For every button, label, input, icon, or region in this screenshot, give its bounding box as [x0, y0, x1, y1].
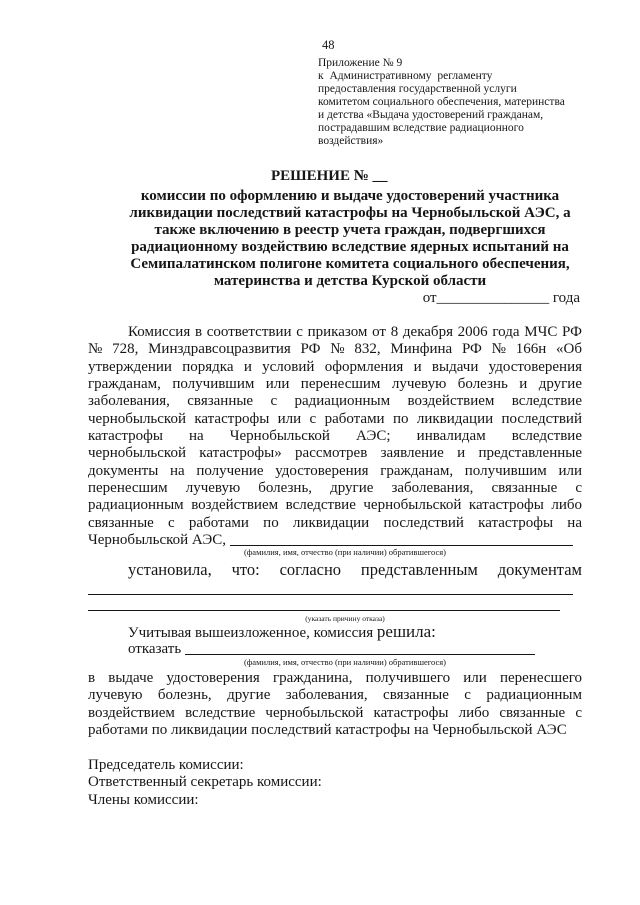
subtitle-line: ликвидации последствий катастрофы на Чернобыльской АЭС, а: [129, 205, 571, 221]
paragraph-1-line: [88, 497, 582, 514]
decision-title: РЕШЕНИЕ № __: [271, 168, 388, 184]
appendix-block: [318, 57, 565, 148]
decision-verb: решила:: [376, 622, 436, 641]
finding-line: [128, 560, 582, 579]
paragraph-1-line: [88, 480, 582, 497]
paragraph-1-line: [88, 515, 582, 532]
paragraph-1-line-text: гражданам, получившим или перенесшим лучевую болезнь и другие: [88, 376, 582, 393]
paragraph-1-line-text: заболевания, связанные с радиационным воздействием вследствие: [88, 393, 582, 410]
page-number: 48: [322, 38, 335, 52]
paragraph-1-line-text: радиационным воздействием вследствие чернобыльской катастрофы либо: [88, 497, 582, 514]
paragraph-2-line: [88, 705, 582, 722]
paragraph-1-line: [88, 393, 582, 410]
reason-caption: (указать причину отказа): [305, 614, 385, 623]
reason-blank-line: [88, 594, 573, 595]
paragraph-1-line-text: связанные с работами по ликвидации последствий катастрофы на: [88, 514, 582, 531]
subtitle-line: комиссии по оформлению и выдаче удостоверений участника: [140, 188, 560, 204]
applicant-name-blank: [230, 545, 573, 546]
paragraph-2-line-text: в выдаче удостоверения гражданина, получившего или перенесшего: [88, 670, 582, 686]
signature-secretary: Ответственный секретарь комиссии:: [88, 774, 322, 791]
paragraph-2-line-text: воздействием вследствие чернобыльской катастрофы либо связанные с: [88, 704, 582, 721]
paragraph-1-line: [88, 359, 582, 376]
refusal-line: [128, 640, 535, 658]
paragraph-1-line-text: чернобыльской катастрофы» рассмотрев заявление и представленные: [88, 445, 582, 462]
appendix-line: Приложение № 9: [318, 57, 403, 69]
paragraph-1-line: [88, 411, 582, 428]
paragraph-1-line: [128, 324, 582, 341]
subtitle-line: Семипалатинском полигоне комитета социального обеспечения,: [130, 256, 570, 272]
paragraph-2-line: [88, 722, 582, 739]
paragraph-2: [88, 670, 582, 739]
refused-name-blank: [185, 654, 535, 655]
decision-subtitle: [70, 188, 630, 290]
subtitle-line: радиационному воздействию вследствие ядерных испытаний на: [131, 239, 569, 255]
paragraph-1-line-text: Комиссия в соответствии с приказом от 8 декабря 2006 года МЧС РФ: [128, 324, 582, 340]
paragraph-1-line-text: перенесшим лучевую болезнь, другие заболевания, связанные с: [88, 480, 582, 497]
applicant-caption: (фамилия, имя, отчество (при наличии) обратившегося): [243, 547, 447, 557]
signature-block: [88, 757, 322, 809]
paragraph-1-line: [88, 428, 582, 445]
paragraph-1-line-text: чернобыльской катастрофы или с работами по ликвидации последствий: [88, 410, 582, 427]
paragraph-1-line: [88, 376, 582, 393]
paragraph-2-line-text: лучевую болезнь, другие заболевания, связанные с радиационным: [88, 687, 582, 704]
paragraph-1-line-text: Чернобыльской АЭС,: [88, 532, 227, 549]
paragraph-1: [88, 324, 582, 549]
decision-intro-text: Учитывая вышеизложенное, комиссия: [128, 625, 374, 641]
appendix-line: комитетом социального обеспечения, материнства: [318, 96, 565, 108]
subtitle-line: материнства и детства Курской области: [213, 273, 487, 289]
paragraph-1-line-text: документы на получение удостоверения гражданам, получившим или: [88, 462, 582, 479]
paragraph-1-line: [88, 445, 582, 462]
appendix-line: и детства «Выдача удостоверений гражданам,: [318, 109, 544, 121]
signature-chairman: Председатель комиссии:: [88, 757, 244, 773]
date-line: от_______________ года: [422, 290, 580, 306]
paragraph-1-line: [88, 341, 582, 358]
finding-text: установила, что: согласно представленным документам: [128, 560, 582, 579]
appendix-line: предоставления государственной услуги: [318, 83, 517, 95]
paragraph-1-line-text: № 728, Минздравсоцразвития РФ № 832, Минфина РФ № 166н «Об: [88, 341, 582, 358]
appendix-line: к Административному регламенту: [318, 70, 493, 82]
paragraph-1-line-text: катастрофы на Чернобыльской АЭС; инвалидам вследствие: [88, 428, 582, 445]
paragraph-1-line-text: утверждении порядка и условий оформления и выдачи удостоверения: [88, 358, 582, 375]
appendix-line: пострадавшим вследствие радиационного: [318, 122, 524, 134]
paragraph-2-line-text: работами по ликвидации последствий катастрофы на Чернобыльской АЭС: [88, 722, 567, 739]
signature-members: Члены комиссии:: [88, 791, 199, 808]
paragraph-1-line: [88, 463, 582, 480]
paragraph-2-line: [88, 687, 582, 704]
reason-blank-line: [88, 610, 560, 611]
refusal-word: отказать: [128, 641, 182, 657]
appendix-line: воздействия»: [318, 135, 384, 147]
subtitle-line: также включению в реестр учета граждан, подвергшихся: [154, 222, 546, 238]
paragraph-2-line: [88, 670, 582, 687]
refused-caption: (фамилия, имя, отчество (при наличии) обратившегося): [243, 657, 447, 667]
